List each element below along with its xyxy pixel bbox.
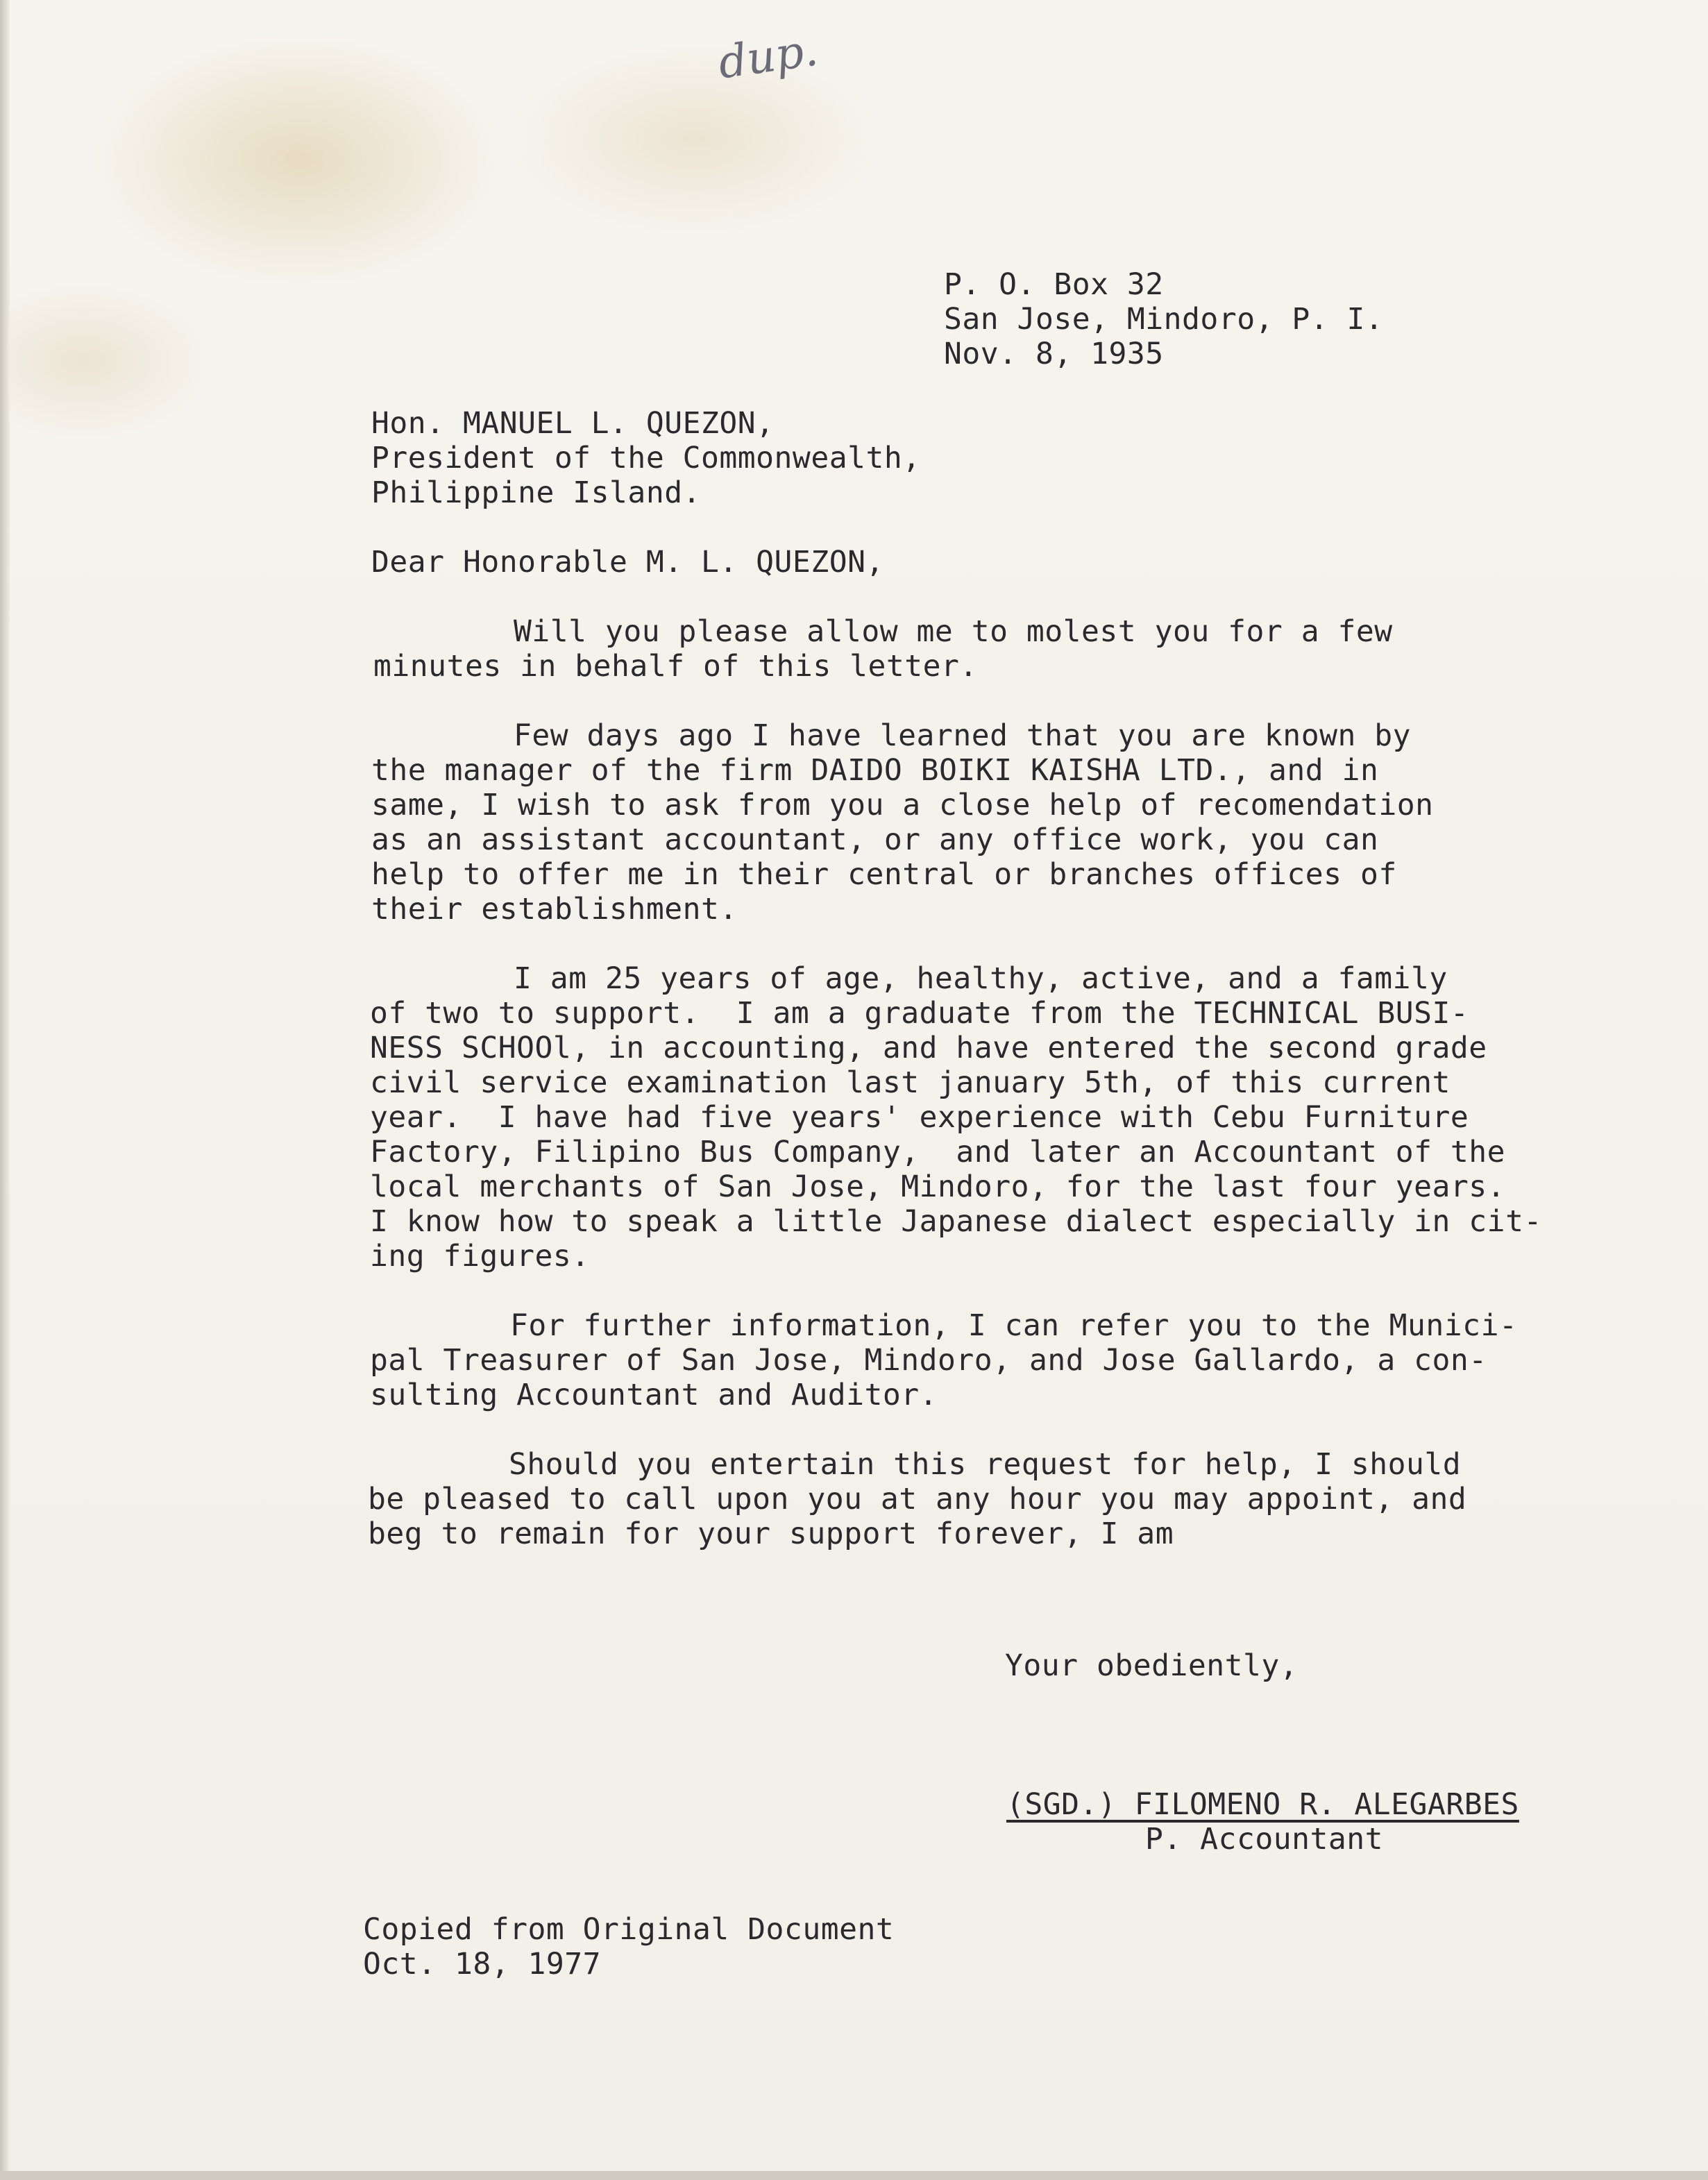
paragraph-line: of two to support. I am a graduate from the TECHNICAL BUSI-	[370, 996, 1469, 1031]
closing: Your obediently,	[1005, 1648, 1299, 1683]
paragraph-line: I am 25 years of age, healthy, active, and a family	[514, 961, 1448, 996]
paragraph-line: beg to remain for your support forever, I am	[368, 1516, 1174, 1551]
paragraph-line: Should you entertain this request for help, I should	[509, 1447, 1462, 1482]
signature-title: P. Accountant	[1145, 1822, 1384, 1857]
salutation: Dear Honorable M. L. QUEZON,	[371, 545, 884, 580]
paragraph-line: minutes in behalf of this letter.	[373, 649, 978, 684]
copy-date: Oct. 18, 1977	[363, 1947, 602, 1982]
recipient-title: President of the Commonwealth,	[371, 441, 921, 475]
signature-name: (SGD.) FILOMENO R. ALEGARBES	[1006, 1787, 1519, 1822]
paragraph-line: same, I wish to ask from you a close help of recomendation	[371, 788, 1434, 822]
copy-note: Copied from Original Document	[363, 1912, 895, 1947]
address-line-2: San Jose, Mindoro, P. I.	[944, 302, 1384, 337]
page-edge-bottom	[0, 2171, 1708, 2180]
paragraph-line: Will you please allow me to molest you for a few	[514, 614, 1393, 649]
paragraph-line: local merchants of San Jose, Mindoro, for the last four years.	[370, 1169, 1506, 1204]
address-line-1: P. O. Box 32	[944, 267, 1164, 302]
handwritten-annotation: dup.	[715, 24, 821, 90]
paragraph-line: year. I have had five years' experience with Cebu Furniture	[370, 1100, 1469, 1135]
recipient-place: Philippine Island.	[371, 475, 701, 510]
paragraph-line: civil service examination last january 5th, of this current	[370, 1065, 1451, 1100]
page-edge-left	[0, 0, 10, 2180]
paragraph-line: I know how to speak a little Japanese dialect especially in cit-	[370, 1204, 1542, 1239]
paragraph-line: sulting Accountant and Auditor.	[370, 1378, 938, 1412]
paragraph-line: as an assistant accountant, or any office work, you can	[371, 822, 1379, 857]
letter-date: Nov. 8, 1935	[944, 337, 1164, 371]
paragraph-line: the manager of the firm DAIDO BOIKI KAISHA LTD., and in	[371, 753, 1379, 788]
paragraph-line: Factory, Filipino Bus Company, and later an Accountant of the	[370, 1135, 1506, 1169]
paragraph-line: ing figures.	[370, 1239, 590, 1274]
paragraph-line: their establishment.	[371, 892, 738, 927]
recipient-name: Hon. MANUEL L. QUEZON,	[371, 406, 775, 441]
paragraph-line: pal Treasurer of San Jose, Mindoro, and Jose Gallardo, a con-	[370, 1343, 1487, 1378]
paragraph-line: be pleased to call upon you at any hour you may appoint, and	[368, 1482, 1467, 1516]
paragraph-line: NESS SCHOOl, in accounting, and have entered the second grade	[370, 1031, 1487, 1065]
paragraph-line: For further information, I can refer you to the Munici-	[510, 1308, 1518, 1343]
paragraph-line: help to offer me in their central or branches offices of	[371, 857, 1397, 892]
paragraph-line: Few days ago I have learned that you are known by	[514, 718, 1412, 753]
